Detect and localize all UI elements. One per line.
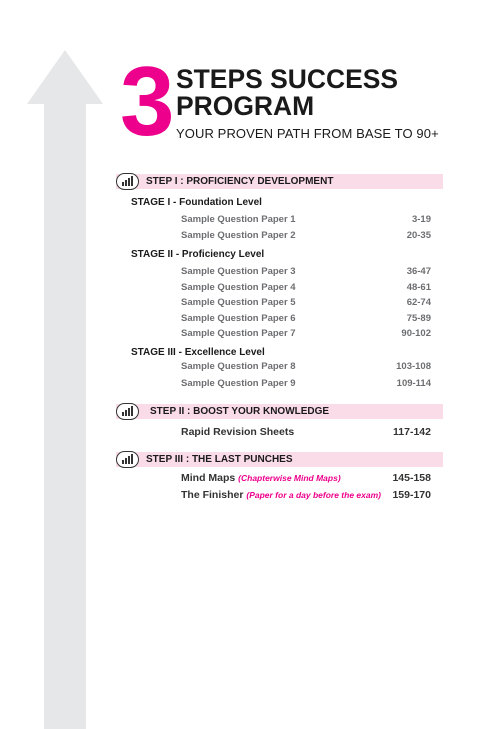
sqp-6-label: Sample Question Paper 6	[181, 313, 296, 324]
rapid-revision-label: Rapid Revision Sheets	[181, 426, 295, 438]
title-line-2: PROGRAM	[176, 91, 315, 121]
subtitle: YOUR PROVEN PATH FROM BASE TO 90+	[176, 126, 439, 141]
sqp-1-range: 3-19	[411, 214, 431, 225]
sqp-5-label: Sample Question Paper 5	[181, 297, 296, 308]
sqp-2-label: Sample Question Paper 2	[181, 230, 296, 241]
finisher-row	[181, 489, 381, 501]
sqp-7-label: Sample Question Paper 7	[181, 328, 296, 339]
sqp-9-range: 109-114	[396, 378, 431, 389]
sqp-7-range: 90-102	[401, 328, 431, 339]
stage-1-heading: STAGE I - Foundation Level	[131, 197, 262, 208]
title-line-1: STEPS SUCCESS	[176, 64, 399, 94]
finisher-note: (Paper for a day before the exam)	[246, 490, 381, 500]
mind-maps-row	[181, 472, 341, 484]
sqp-3-label: Sample Question Paper 3	[181, 266, 296, 277]
rapid-revision-range: 117-142	[393, 426, 431, 438]
sqp-5-range: 62-74	[406, 297, 431, 308]
signal-strength-icon	[116, 173, 139, 190]
sqp-4-label: Sample Question Paper 4	[181, 282, 296, 293]
signal-strength-icon	[116, 451, 139, 468]
sqp-2-range: 20-35	[406, 230, 431, 241]
arrow-shaft-shape	[44, 104, 86, 729]
step-2-label: STEP II : BOOST YOUR KNOWLEDGE	[150, 406, 330, 417]
sqp-3-range: 36-47	[406, 266, 431, 277]
big-number-three: 3	[120, 46, 173, 156]
step-3-label: STEP III : THE LAST PUNCHES	[146, 454, 293, 465]
stage-3-heading: STAGE III - Excellence Level	[131, 347, 265, 358]
mind-maps-label: Mind Maps	[181, 472, 236, 484]
mind-maps-range: 145-158	[392, 472, 431, 484]
finisher-range: 159-170	[392, 489, 431, 501]
step-1-label: STEP I : PROFICIENCY DEVELOPMENT	[146, 176, 334, 187]
sqp-9-label: Sample Question Paper 9	[181, 378, 296, 389]
sqp-8-label: Sample Question Paper 8	[181, 361, 296, 372]
signal-strength-icon	[116, 403, 139, 420]
sqp-4-range: 48-61	[406, 282, 431, 293]
sqp-1-label: Sample Question Paper 1	[181, 214, 296, 225]
arrow-head-shape	[27, 50, 103, 104]
stage-2-heading: STAGE II - Proficiency Level	[131, 249, 265, 260]
sqp-8-range: 103-108	[396, 361, 431, 372]
sqp-6-range: 75-89	[406, 313, 431, 324]
mind-maps-note: (Chapterwise Mind Maps)	[238, 473, 341, 483]
finisher-label: The Finisher	[181, 489, 244, 501]
